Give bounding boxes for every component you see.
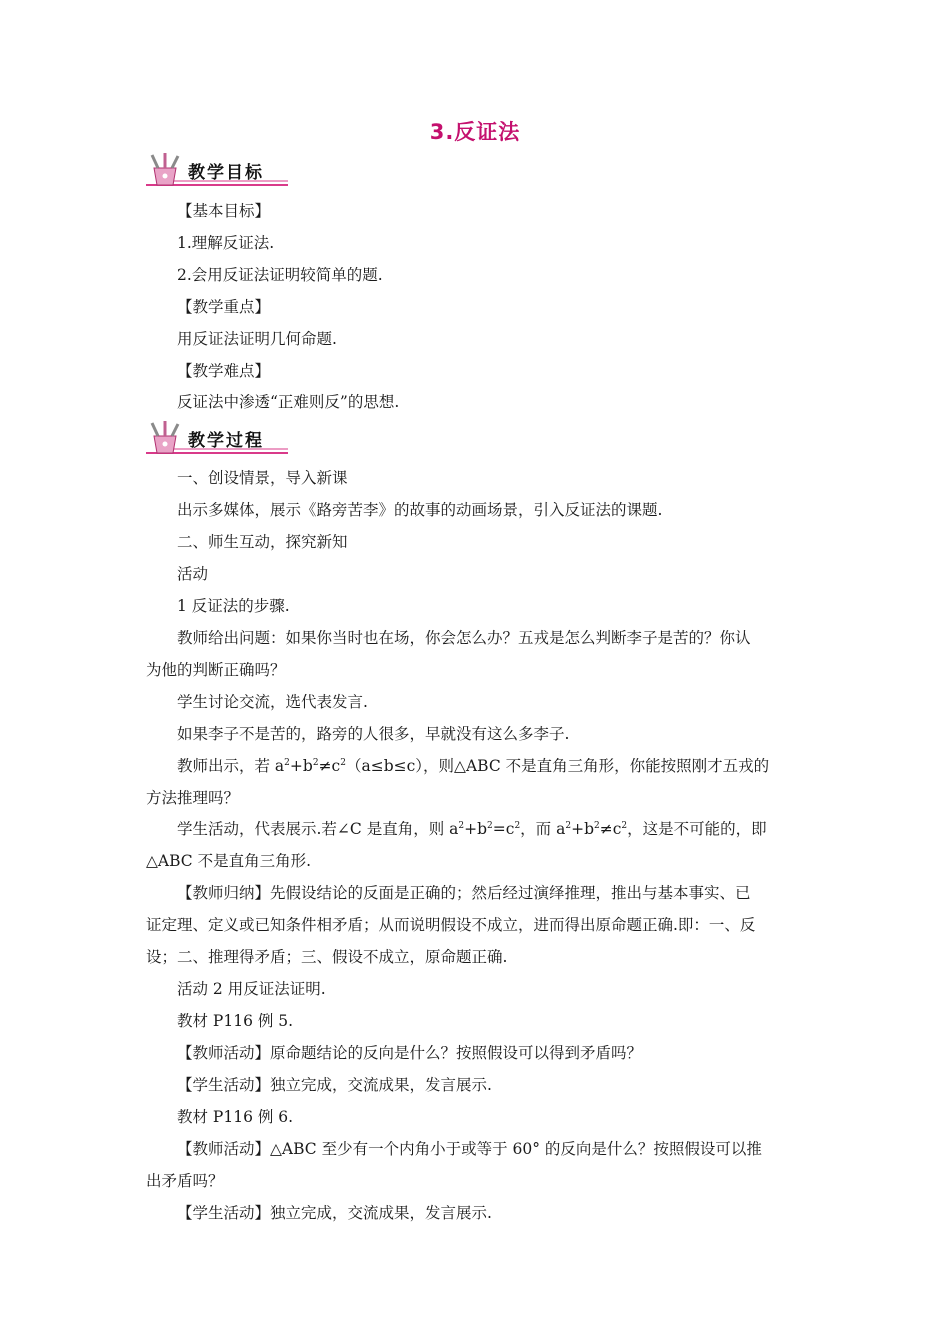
text-line: 【教学难点】 [177, 362, 271, 380]
text-line: 设；二、推理得矛盾；三、假设不成立，原命题正确. [146, 948, 508, 966]
text-line: 一、创设情景，导入新课 [177, 469, 348, 487]
text-line: △ABC 不是直角三角形. [146, 852, 312, 870]
text-line: 【教师活动】△ABC 至少有一个内角小于或等于 60° 的反向是什么？按照假设可以推 [177, 1140, 762, 1158]
text-line: 1 反证法的步骤. [177, 597, 290, 615]
text-line: 【教师活动】原命题结论的反向是什么？按照假设可以得到矛盾吗？ [177, 1044, 643, 1062]
section-title-process: 教学过程 [188, 431, 264, 451]
text-line: 教师给出问题：如果你当时也在场，你会怎么办？五戎是怎么判断李子是苦的？你认 [177, 629, 751, 647]
math-line: 教师出示，若 $a^2+b^2\ne c^2(a\le b\le c)$，则△ABC 不是直角三角形，你能按照刚才五戎的 [177, 757, 770, 775]
math-line: 学生活动，代表展示.若∠C 是直角，则 $a^2+b^2=c^2$，而 $a^2+b^2\ne c^2$，这是不可能的，即 [177, 820, 767, 838]
text-line: 方法推理吗？ [146, 789, 240, 807]
text-line: 如果李子不是苦的，路旁的人很多，早就没有这么多李子. [177, 725, 570, 743]
text-line: 【教学重点】 [177, 298, 271, 316]
text-line: 1.理解反证法. [177, 234, 275, 252]
section-badge-process [144, 420, 290, 456]
text-line: 为他的判断正确吗？ [146, 661, 286, 679]
text-line: 证定理、定义或已知条件相矛盾；从而说明假设不成立，进而得出原命题正确.即：一、反 [146, 916, 756, 934]
text-line: 【教师归纳】先假设结论的反面是正确的；然后经过演绎推理，推出与基本事实、已 [177, 884, 751, 902]
text-line: 反证法中渗透“正难则反”的思想. [177, 393, 400, 411]
text-line: 教材 P116 例 6. [177, 1108, 294, 1126]
text-line: 学生讨论交流，选代表发言. [177, 693, 368, 711]
text-line: 二、师生互动，探究新知 [177, 533, 348, 551]
text-line: 【基本目标】 [177, 202, 271, 220]
text-line: 出示多媒体，展示《路旁苦李》的故事的动画场景，引入反证法的课题. [177, 501, 663, 519]
section-title-goals: 教学目标 [188, 163, 264, 183]
text-line: 活动 [177, 565, 209, 583]
text-line: 2.会用反证法证明较简单的题. [177, 266, 383, 284]
page-title: 3.反证法 [429, 120, 521, 144]
text-line: 【学生活动】独立完成，交流成果，发言展示. [177, 1204, 492, 1222]
text-line: 用反证法证明几何命题. [177, 330, 337, 348]
text-line: 出矛盾吗？ [146, 1172, 224, 1190]
text-line: 教材 P116 例 5. [177, 1012, 294, 1030]
section-badge-goals [144, 152, 290, 188]
text-line: 【学生活动】独立完成，交流成果，发言展示. [177, 1076, 492, 1094]
text-line: 活动 2 用反证法证明. [177, 980, 326, 998]
